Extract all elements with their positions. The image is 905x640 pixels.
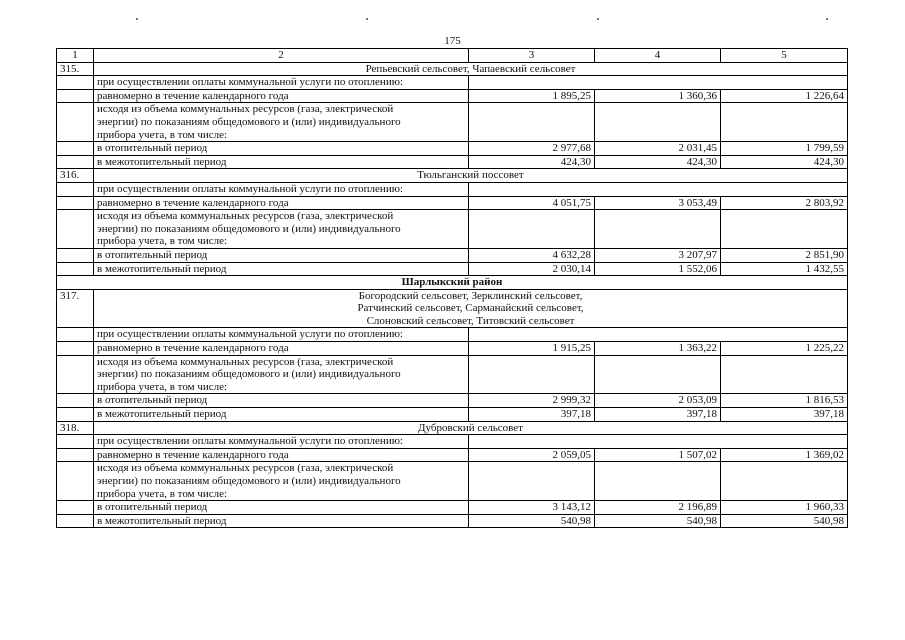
- empty-cell: [469, 328, 848, 342]
- table-row: [57, 342, 848, 356]
- page-number: 175: [444, 35, 461, 47]
- header-cell: 4: [595, 49, 721, 63]
- value-cell: 1 225,22: [721, 342, 848, 356]
- value-cell: 2 031,45: [595, 142, 721, 156]
- empty-cell: [469, 182, 848, 196]
- empty-cell: [57, 142, 94, 156]
- value-cell: 1 816,53: [721, 394, 848, 408]
- empty-cell: [57, 408, 94, 422]
- row-label: [94, 355, 469, 394]
- table-row: [57, 142, 848, 156]
- row-label-line: прибора учета, в том числе:: [97, 128, 228, 141]
- district-row: [57, 276, 848, 290]
- empty-cell: [57, 103, 94, 142]
- scan-dot: [366, 18, 368, 20]
- row-label-line: исходя из объема коммунальных ресурсов (газа, электрической: [97, 210, 394, 223]
- table-row: [57, 89, 848, 103]
- section-row: [57, 169, 848, 183]
- table-row: [57, 155, 848, 169]
- row-label: в отопительный период: [94, 501, 469, 515]
- header-cell: 3: [469, 49, 595, 63]
- empty-cell: [595, 103, 721, 142]
- value-cell: 2 059,05: [469, 448, 595, 462]
- row-label: при осуществлении оплаты коммунальной услуги по отоплению:: [94, 328, 469, 342]
- value-cell: 2 030,14: [469, 262, 595, 276]
- value-cell: 397,18: [721, 408, 848, 422]
- scan-dot: [136, 18, 138, 20]
- label-row: [57, 210, 848, 249]
- label-row: [57, 103, 848, 142]
- row-label-line: прибора учета, в том числе:: [97, 380, 228, 393]
- empty-cell: [57, 514, 94, 528]
- value-cell: 540,98: [469, 514, 595, 528]
- value-cell: 1 369,02: [721, 448, 848, 462]
- table-row: [57, 501, 848, 515]
- value-cell: 2 803,92: [721, 196, 848, 210]
- empty-cell: [57, 262, 94, 276]
- header-cell: 5: [721, 49, 848, 63]
- value-cell: 1 895,25: [469, 89, 595, 103]
- value-cell: 424,30: [469, 155, 595, 169]
- label-row: [57, 462, 848, 501]
- label-row: [57, 76, 848, 90]
- row-label: равномерно в течение календарного года: [94, 196, 469, 210]
- empty-cell: [57, 462, 94, 501]
- value-cell: 1 226,64: [721, 89, 848, 103]
- section-title: Тюльганский поссовет: [94, 169, 848, 183]
- value-cell: 397,18: [595, 408, 721, 422]
- header-cell: 2: [94, 49, 469, 63]
- district-title: Шарлыкский район: [57, 276, 848, 290]
- row-label: равномерно в течение календарного года: [94, 342, 469, 356]
- header-cell: 1: [57, 49, 94, 63]
- header-row: [57, 49, 848, 63]
- empty-cell: [469, 355, 595, 394]
- empty-cell: [469, 76, 848, 90]
- row-label: в отопительный период: [94, 394, 469, 408]
- section-title-line: Слоновский сельсовет, Титовский сельсовет: [366, 314, 575, 327]
- scan-dot: [597, 18, 599, 20]
- section-title: Дубровский сельсовет: [94, 421, 848, 435]
- table-row: [57, 248, 848, 262]
- empty-cell: [721, 103, 848, 142]
- row-label: в отопительный период: [94, 142, 469, 156]
- row-label: [94, 462, 469, 501]
- value-cell: 1 507,02: [595, 448, 721, 462]
- row-label: в межотопительный период: [94, 514, 469, 528]
- empty-cell: [469, 103, 595, 142]
- row-label-line: энергии) по показаниям общедомового и (или) индивидуального: [97, 475, 401, 487]
- value-cell: 424,30: [721, 155, 848, 169]
- row-label: в межотопительный период: [94, 155, 469, 169]
- row-label-line: исходя из объема коммунальных ресурсов (газа, электрической: [97, 462, 394, 475]
- section-row: [57, 62, 848, 76]
- empty-cell: [57, 501, 94, 515]
- scan-dot: [826, 18, 828, 20]
- value-cell: 1 432,55: [721, 262, 848, 276]
- row-number: 317.: [57, 289, 94, 328]
- label-row: [57, 182, 848, 196]
- empty-cell: [57, 76, 94, 90]
- row-label: в межотопительный период: [94, 408, 469, 422]
- table-row: [57, 514, 848, 528]
- empty-cell: [595, 355, 721, 394]
- label-row: [57, 435, 848, 449]
- value-cell: 1 799,59: [721, 142, 848, 156]
- value-cell: 1 552,06: [595, 262, 721, 276]
- table-row: [57, 408, 848, 422]
- empty-cell: [721, 462, 848, 501]
- row-label-line: исходя из объема коммунальных ресурсов (газа, электрической: [97, 355, 394, 368]
- empty-cell: [57, 435, 94, 449]
- value-cell: 540,98: [721, 514, 848, 528]
- row-label: в межотопительный период: [94, 262, 469, 276]
- value-cell: 1 960,33: [721, 501, 848, 515]
- empty-cell: [57, 394, 94, 408]
- value-cell: 2 053,09: [595, 394, 721, 408]
- row-label: в отопительный период: [94, 248, 469, 262]
- value-cell: 540,98: [595, 514, 721, 528]
- row-label-line: энергии) по показаниям общедомового и (или) индивидуального: [97, 115, 401, 128]
- value-cell: 3 053,49: [595, 196, 721, 210]
- empty-cell: [595, 462, 721, 501]
- section-row: [57, 289, 848, 328]
- value-cell: 2 999,32: [469, 394, 595, 408]
- empty-cell: [721, 355, 848, 394]
- section-title-line: Ратчинский сельсовет, Сарманайский сельсовет,: [357, 302, 584, 315]
- value-cell: 3 143,12: [469, 501, 595, 515]
- empty-cell: [57, 196, 94, 210]
- empty-cell: [57, 210, 94, 249]
- label-row: [57, 328, 848, 342]
- row-label: равномерно в течение календарного года: [94, 89, 469, 103]
- value-cell: 1 915,25: [469, 342, 595, 356]
- empty-cell: [57, 448, 94, 462]
- row-label: при осуществлении оплаты коммунальной услуги по отоплению:: [94, 435, 469, 449]
- row-label-line: энергии) по показаниям общедомового и (или) индивидуального: [97, 222, 401, 235]
- tariff-table: [56, 48, 848, 528]
- empty-cell: [57, 328, 94, 342]
- value-cell: 1 363,22: [595, 342, 721, 356]
- empty-cell: [721, 210, 848, 249]
- empty-cell: [595, 210, 721, 249]
- row-label-line: прибора учета, в том числе:: [97, 235, 228, 248]
- section-title: Репьевский сельсовет, Чапаевский сельсовет: [94, 62, 848, 76]
- table-row: [57, 448, 848, 462]
- label-row: [57, 355, 848, 394]
- empty-cell: [469, 210, 595, 249]
- row-label: при осуществлении оплаты коммунальной услуги по отоплению:: [94, 76, 469, 90]
- value-cell: 2 196,89: [595, 501, 721, 515]
- row-label: при осуществлении оплаты коммунальной услуги по отоплению:: [94, 182, 469, 196]
- empty-cell: [57, 248, 94, 262]
- table-row: [57, 196, 848, 210]
- empty-cell: [469, 462, 595, 501]
- table-body: [57, 49, 848, 528]
- table-row: [57, 394, 848, 408]
- row-label: [94, 103, 469, 142]
- row-label: равномерно в течение календарного года: [94, 448, 469, 462]
- row-number: 316.: [57, 169, 94, 183]
- row-label-line: прибора учета, в том числе:: [97, 487, 228, 500]
- value-cell: 397,18: [469, 408, 595, 422]
- value-cell: 4 632,28: [469, 248, 595, 262]
- value-cell: 2 977,68: [469, 142, 595, 156]
- row-label-line: энергии) по показаниям общедомового и (или) индивидуального: [97, 368, 401, 381]
- empty-cell: [469, 435, 848, 449]
- section-row: [57, 421, 848, 435]
- row-label: [94, 210, 469, 249]
- value-cell: 1 360,36: [595, 89, 721, 103]
- row-number: 315.: [57, 62, 94, 76]
- row-number: 318.: [57, 421, 94, 435]
- section-title-line: Богородский сельсовет, Зерклинский сельсовет,: [358, 289, 583, 302]
- empty-cell: [57, 89, 94, 103]
- empty-cell: [57, 355, 94, 394]
- empty-cell: [57, 155, 94, 169]
- row-label-line: исходя из объема коммунальных ресурсов (газа, электрической: [97, 103, 394, 116]
- empty-cell: [57, 182, 94, 196]
- value-cell: 4 051,75: [469, 196, 595, 210]
- section-title: [94, 289, 848, 328]
- value-cell: 3 207,97: [595, 248, 721, 262]
- value-cell: 2 851,90: [721, 248, 848, 262]
- table-row: [57, 262, 848, 276]
- empty-cell: [57, 342, 94, 356]
- value-cell: 424,30: [595, 155, 721, 169]
